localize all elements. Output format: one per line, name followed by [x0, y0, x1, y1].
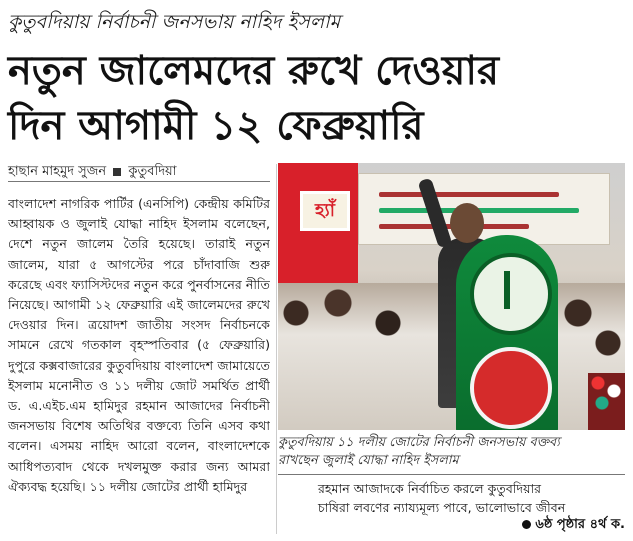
stage-banner [358, 173, 610, 245]
scale-logo-icon [470, 253, 552, 335]
bullet-icon [522, 520, 531, 529]
news-photo [278, 163, 625, 430]
emblem-icon [470, 347, 552, 429]
podium [456, 235, 558, 430]
poster-text: হ্যাঁ [300, 191, 350, 231]
byline-location: কুতুবদিয়া [128, 164, 177, 179]
continuation-line-1: রহমান আজাদকে নির্বাচিত করলে কুতুবদিয়ার [318, 481, 542, 496]
page-jump [470, 515, 625, 536]
continuation-text [318, 479, 624, 517]
headline [8, 44, 628, 154]
headline-line-2: দিন আগামী ১২ ফেব্রুয়ারি [8, 103, 424, 149]
byline-rule [8, 181, 270, 182]
caption-rule [278, 474, 625, 475]
byline [8, 162, 270, 183]
kicker: কুতুবদিয়ায় নির্বাচনী জনসভায় নাহিদ ইসলাম [8, 11, 341, 33]
campaign-poster [278, 163, 358, 283]
article-body [8, 194, 270, 534]
speaker-head [450, 203, 484, 243]
continuation-line-2: চাষিরা লবণের ন্যায্যমূল্য পাবে, ভালোভাবে জীবন [318, 500, 566, 515]
photo-caption [278, 434, 625, 470]
jump-text: ৬ষ্ঠ পৃষ্ঠার ৪র্থ ক. [535, 517, 625, 532]
caption-line-2: রাখছেন জুলাই যোদ্ধা নাহিদ ইসলাম [278, 453, 459, 468]
caption-line-1: কুতুবদিয়ায় ১১ দলীয় জোটের নির্বাচনী জনসভায় বক্তব্য [278, 435, 560, 450]
headline-line-1: নতুন জালেমদের রুখে দেওয়ার [8, 48, 499, 94]
flower-bouquet [588, 373, 625, 430]
column-divider [276, 164, 277, 534]
article-paragraph: বাংলাদেশ নাগরিক পার্টির (এনসিপি) কেন্দ্রীয় কমিটির আহ্বায়ক ও জুলাই যোদ্ধা নাহিদ ইসলাম বলেছেন, দেশে নতুন জালেম তৈরি হয়েছে। তারাই নতুন জালেম, যারা ৫ আগস্টের পরে চাঁদাবাজি শুরু করেছে এবং ফ্যাসিস্টদের নতুন করে পুনর্বাসনের নীতি নিয়েছে। আগামী ১২ ফেব্রুয়ারি এই জালেমদের রুখে দেওয়ার দিন। ত্রয়োদশ জাতীয় সংসদ নির্বাচনকে সামনে রেখে গতকাল বৃহস্পতিবার (৫ ফেব্রুয়ারি) দুপুরে কক্সবাজারের কুতুবদিয়ায় বাংলাদেশ জামায়েতে ইসলাম মনোনীত ও ১১ দলীয় জোট সমর্থিত প্রার্থী ড. এ.এইচ.এম হামিদুর রহমান আজাদের নির্বাচনী জনসভায় বিশেষ অতিথির বক্তব্যে তিনি এসব কথা বলেন। এসময় নাহিদ আরো বলেন, বাংলাদেশকে আধিপত্যবাদ থেকে দখলমুক্ত করার জন্য আমরা ঐক্যবদ্ধ হয়েছি। ১১ দলীয় জোটের প্রার্থী হামিদুর [8, 196, 270, 494]
byline-author: হাছান মাহমুদ সুজন [8, 164, 107, 179]
square-bullet-icon [113, 168, 121, 176]
